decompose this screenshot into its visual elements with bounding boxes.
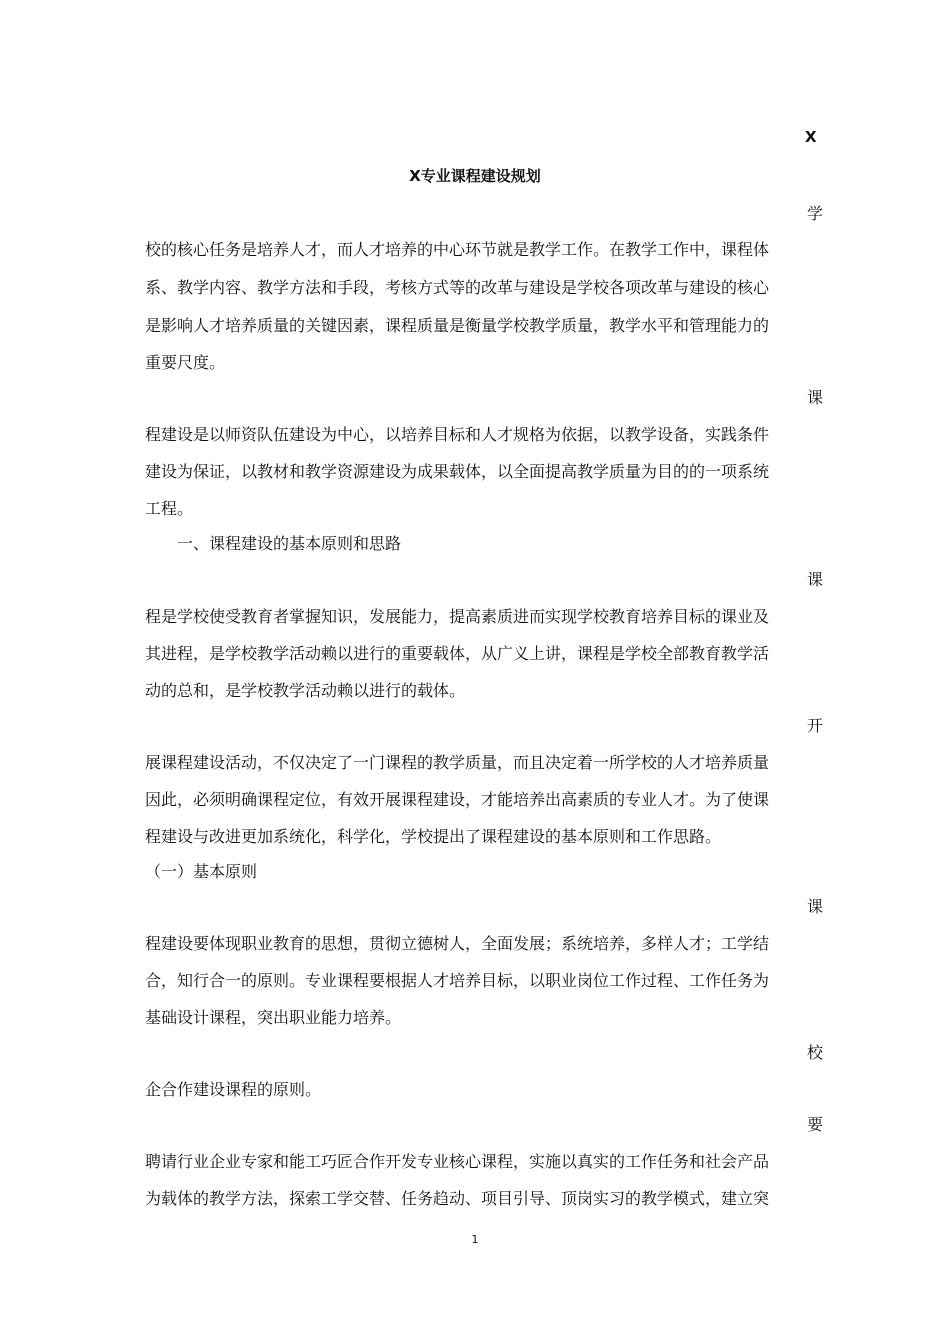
document-title: X专业课程建设规划: [409, 167, 541, 185]
text-line: 因此，必须明确课程定位，有效开展课程建设，才能培养出高素质的专业人才。为了使课: [145, 790, 770, 809]
text-line: 建设为保证，以教材和教学资源建设为成果载体，以全面提高教学质量为目的的一项系统: [145, 462, 770, 481]
paragraph-lead-char: 校: [807, 1043, 824, 1062]
text-line: 企合作建设课程的原则。: [145, 1080, 322, 1099]
text-line: 动的总和，是学校教学活动赖以进行的载体。: [145, 681, 466, 700]
text-line: 系、教学内容、教学方法和手段，考核方式等的改革与建设是学校各项改革与建设的核心: [145, 278, 770, 297]
text-line: 程是学校使受教育者掌握知识，发展能力，提高素质进而实现学校教育培养目标的课业及: [145, 607, 770, 626]
subsection-heading: （一）基本原则: [145, 862, 258, 881]
text-line: 校的核心任务是培养人才，而人才培养的中心环节就是教学工作。在教学工作中，课程体: [145, 240, 770, 259]
text-line: 其进程，是学校教学活动赖以进行的重要载体，从广义上讲，课程是学校全部教育教学活: [145, 644, 770, 663]
text-line: 基础设计课程，突出职业能力培养。: [145, 1008, 402, 1027]
text-line: 为载体的教学方法，探索工学交替、任务趋动、项目引导、顶岗实习的教学模式，建立突: [145, 1189, 770, 1208]
paragraph-lead-char: 课: [807, 388, 824, 407]
paragraph-lead-char: 开: [807, 716, 824, 735]
section-heading: 一、课程建设的基本原则和思路: [177, 534, 402, 553]
text-line: 重要尺度。: [145, 353, 226, 372]
paragraph-lead-char: 要: [807, 1115, 824, 1134]
paragraph-lead-char: 课: [807, 570, 824, 589]
text-line: 展课程建设活动，不仅决定了一门课程的教学质量，而且决定着一所学校的人才培养质量: [145, 753, 770, 772]
text-line: 工程。: [145, 499, 194, 518]
corner-mark: X: [805, 128, 817, 146]
paragraph-lead-char: 课: [807, 897, 824, 916]
text-line: 是影响人才培养质量的关键因素，课程质量是衡量学校教学质量，教学水平和管理能力的: [145, 316, 770, 335]
text-line: 程建设是以师资队伍建设为中心，以培养目标和人才规格为依据，以教学设备，实践条件: [145, 425, 770, 444]
text-line: 程建设与改进更加系统化，科学化，学校提出了课程建设的基本原则和工作思路。: [145, 827, 722, 846]
paragraph-lead-char: 学: [807, 204, 824, 223]
text-line: 程建设要体现职业教育的思想，贯彻立德树人，全面发展；系统培养，多样人才；工学结: [145, 934, 770, 953]
text-line: 聘请行业企业专家和能工巧匠合作开发专业核心课程，实施以真实的工作任务和社会产品: [145, 1152, 770, 1171]
text-line: 合，知行合一的原则。专业课程要根据人才培养目标，以职业岗位工作过程、工作任务为: [145, 971, 770, 990]
page-number: 1: [471, 1233, 479, 1246]
